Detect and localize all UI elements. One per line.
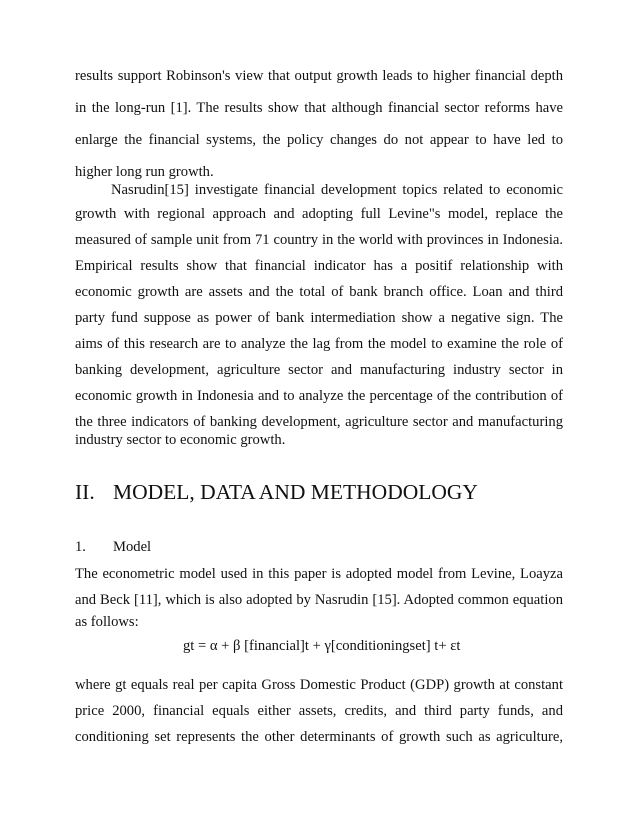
paragraph-2-line: Empirical results show that financial indicator has a positif relationship with bbox=[75, 258, 563, 274]
paragraph-2-line: economic growth in Indonesia and to analyze the percentage of the contribution of bbox=[75, 388, 563, 404]
paragraph-1-line: in the long-run [1]. The results show that although financial sector reforms have bbox=[75, 100, 563, 116]
paragraph-1-line: higher long run growth. bbox=[75, 164, 214, 180]
paragraph-2-line: party fund suppose as power of bank intermediation show a negative sign. The bbox=[75, 310, 563, 326]
subsection-number: 1. bbox=[75, 539, 86, 555]
paragraph-4-line: conditioning set represents the other determinants of growth such as agriculture, bbox=[75, 729, 563, 745]
paragraph-3-line: and Beck [11], which is also adopted by Nasrudin [15]. Adopted common equation bbox=[75, 592, 563, 608]
paragraph-2-line: banking development, agriculture sector and manufacturing industry sector in bbox=[75, 362, 563, 378]
subsection-title: Model bbox=[113, 539, 152, 555]
section-title: MODEL, DATA AND METHODOLOGY bbox=[113, 480, 478, 504]
paragraph-2-line: the three indicators of banking development, agriculture sector and manufacturing bbox=[75, 414, 563, 430]
paragraph-3-line: as follows: bbox=[75, 614, 139, 630]
paragraph-2-line: growth with regional approach and adopting full Levine"s model, replace the bbox=[75, 206, 563, 222]
paragraph-3-line: The econometric model used in this paper is adopted model from Levine, Loayza bbox=[75, 566, 563, 582]
paragraph-1-line: results support Robinson's view that output growth leads to higher financial depth bbox=[75, 68, 563, 84]
paragraph-2-line: measured of sample unit from 71 country in the world with provinces in Indonesia. bbox=[75, 232, 563, 248]
paragraph-2-line: Nasrudin[15] investigate financial development topics related to economic bbox=[111, 182, 563, 198]
paragraph-4-line: price 2000, financial equals either assets, credits, and third party funds, and bbox=[75, 703, 563, 719]
section-number: II. bbox=[75, 480, 95, 504]
paragraph-2-line: economic growth are assets and the total of bank branch office. Loan and third bbox=[75, 284, 563, 300]
paragraph-1-line: enlarge the financial systems, the policy changes do not appear to have led to bbox=[75, 132, 563, 148]
section-heading bbox=[75, 478, 478, 506]
paragraph-2-line: industry sector to economic growth. bbox=[75, 432, 286, 448]
paragraph-4-line: where gt equals real per capita Gross Domestic Product (GDP) growth at constant bbox=[75, 677, 563, 693]
equation: gt = α + β [financial]t + γ[conditioningset] t+ εt bbox=[183, 638, 461, 654]
paragraph-2-line: aims of this research are to analyze the lag from the model to examine the role of bbox=[75, 336, 563, 352]
